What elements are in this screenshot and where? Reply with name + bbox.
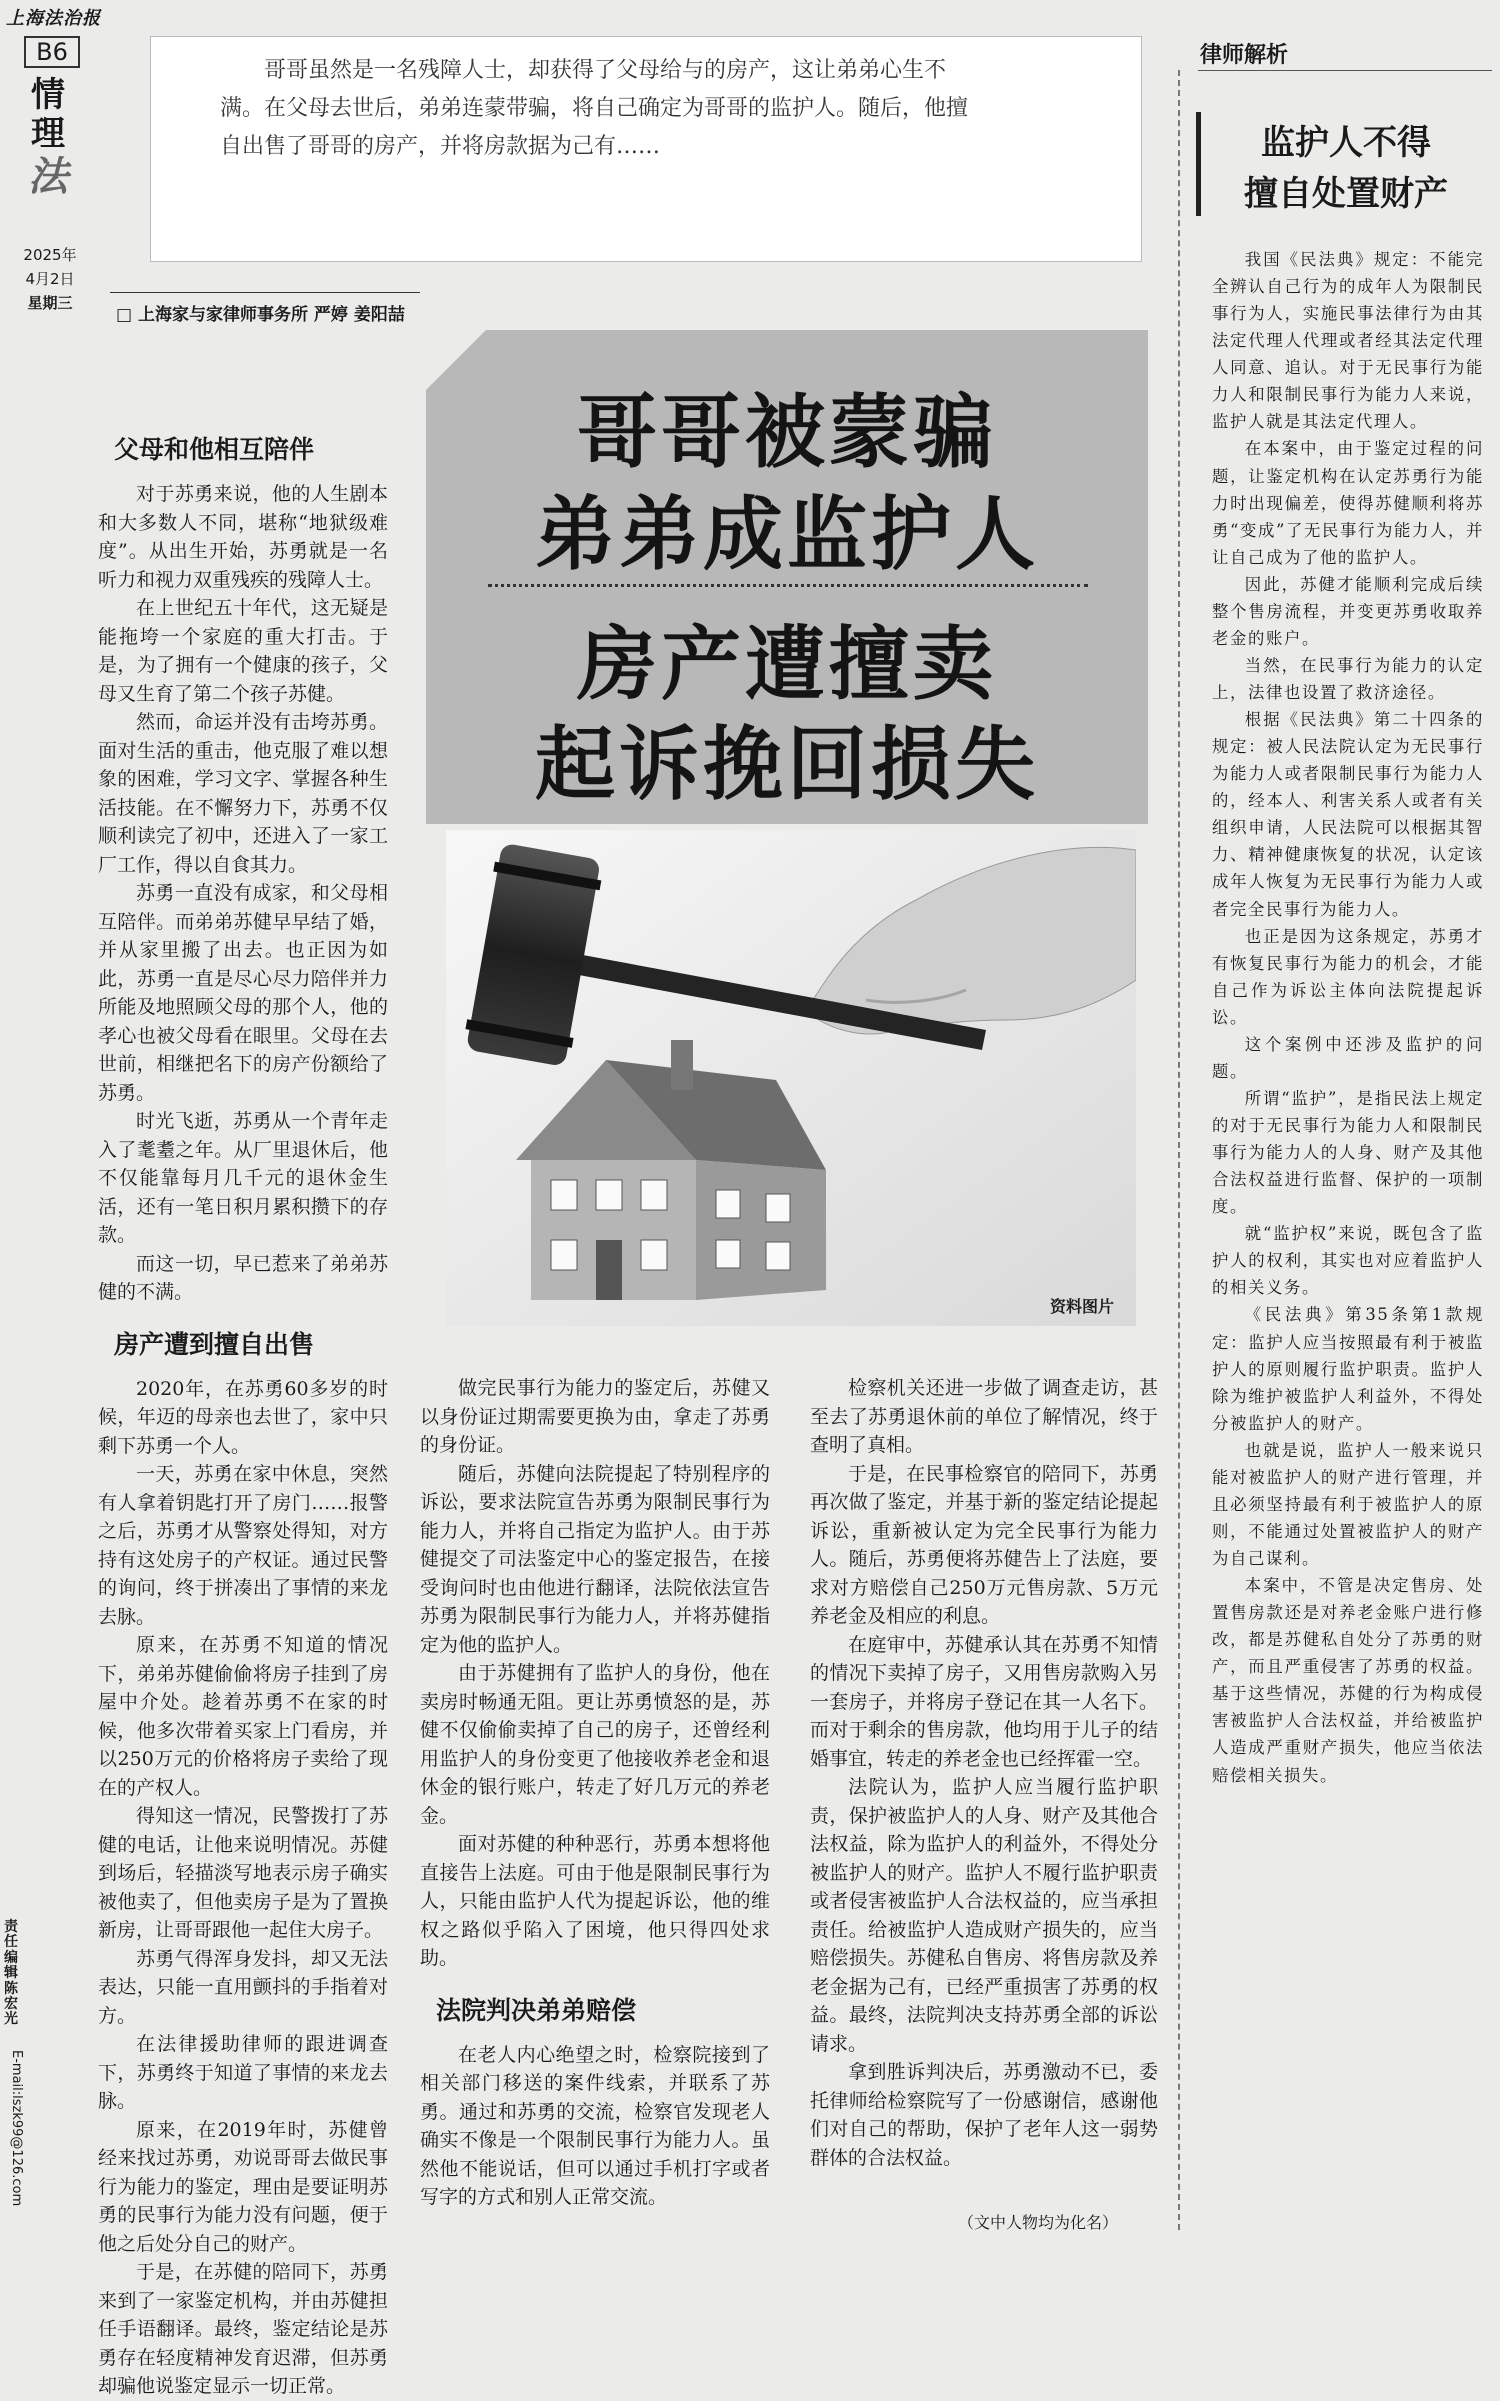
article-paragraph: 在法律援助律师的跟进调查下，苏勇终于知道了事情的来龙去脉。	[98, 2033, 388, 2112]
article-paragraph: 而这一切，早已惹来了弟弟苏健的不满。	[98, 1252, 388, 1303]
analysis-paragraph: 根据《民法典》第二十四条的规定：被人民法院认定为无民事行为能力人或者限制民事行为能力人的，经本人、利害关系人或者有关组织申请，人民法院可以根据其智力、精神健康恢复的状况，认定该成年人恢复为无民事行为能力人或者完全民事行为能力人。	[1212, 710, 1484, 919]
analysis-title-line: 监护人不得	[1261, 123, 1431, 163]
headline-line: 弟弟成监护人	[535, 487, 1039, 581]
headline-line: 起诉挽回损失	[535, 717, 1039, 811]
analysis-paragraph: 也就是说，监护人一般来说只能对被监护人的财产进行管理，并且必须坚持最有利于被监护人的原则，不能通过处置被监护人的财产为自己谋利。	[1212, 1440, 1484, 1568]
article-paragraph: 2020年，在苏勇60多岁的时候，年迈的母亲也去世了，家中只剩下苏勇一个人。	[98, 1377, 388, 1457]
section-char: 情	[31, 75, 65, 115]
analysis-body	[1212, 246, 1484, 1789]
article-paragraph: 原来，在苏勇不知道的情况下，弟弟苏健偷偷将房子挂到了房屋中介处。趁着苏勇不在家的时候，他多次带着买家上门看房，并以250万元的价格将房子卖给了现在的产权人。	[98, 1634, 388, 1799]
analysis-paragraph: 本案中，不管是决定售房、处置售房款还是对养老金账户进行修改，都是苏健私自处分了苏勇的财产，而且严重侵害了苏勇的权益。基于这些情况，苏健的行为构成侵害被监护人合法权益，并给被监护人造成严重财产损失，他应当依法赔偿相关损失。	[1212, 1576, 1484, 1785]
article-paragraph: 然而，命运并没有击垮苏勇。面对生活的重击，他克服了难以想象的困难，学习文字、掌握各种生活技能。在不懈努力下，苏勇不仅顺利读完了初中，还进入了一家工厂工作，得以自食其力。	[98, 711, 388, 876]
analysis-paragraph: 当然，在民事行为能力的认定上，法律也设置了救济途径。	[1212, 655, 1484, 702]
analysis-paragraph: 就“监护权”来说，既包含了监护人的权利，其实也对应着监护人的相关义务。	[1212, 1224, 1484, 1298]
article-paragraph: 在上世纪五十年代，这无疑是能拖垮一个家庭的重大打击。于是，为了拥有一个健康的孩子，父母又生育了第二个孩子苏健。	[98, 597, 388, 705]
article-paragraph: 法院认为，监护人应当履行监护职责，保护被监护人的人身、财产及其他合法权益，除为监护人的利益外，不得处分被监护人的财产。监护人不履行监护职责或者侵害被监护人合法权益的，应当承担责任。给被监护人造成财产损失的，应当赔偿损失。苏健私自售房、将售房款及养老金据为己有，已经严重损害了苏勇的权益。最终，法院判决支持苏勇全部的诉讼请求。	[810, 1776, 1158, 2055]
section-char: 理	[31, 114, 65, 155]
article-paragraph: 随后，苏健向法院提起了特别程序的诉讼，要求法院宣告苏勇为限制民事行为能力人，并将自己指定为监护人。由于苏健提交了司法鉴定中心的鉴定报告，在接受询问时也由他进行翻译，法院依法宣告苏勇为限制民事行为能力人，并将苏健指定为他的监护人。	[420, 1462, 770, 1656]
article-paragraph: 时光飞逝，苏勇从一个青年走入了耄耋之年。从厂里退休后，他不仅能靠每月几千元的退休金生活，还有一笔日积月累积攒下的存款。	[98, 1110, 388, 1246]
article-paragraph: 苏勇气得浑身发抖，却又无法表达，只能一直用颤抖的手指着对方。	[98, 1947, 388, 2027]
article-column-3	[810, 1374, 1158, 2172]
analysis-paragraph: 所谓“监护”，是指民法上规定的对于无民事行为能力人和限制民事行为能力人的人身、财产及其他合法权益进行监督、保护的一项制度。	[1212, 1088, 1484, 1217]
article-paragraph: 由于苏健拥有了监护人的身份，他在卖房时畅通无阻。更让苏勇愤怒的是，苏健不仅偷偷卖掉了自己的房子，还曾经利用监护人的身份变更了他接收养老金和退休金的银行账户，转走了好几万元的养老金。	[420, 1662, 770, 1827]
headline-divider	[488, 584, 1088, 587]
date-year: 2025年	[23, 246, 77, 264]
article-paragraph: 于是，在民事检察官的陪同下，苏勇再次做了鉴定，并基于新的鉴定结论提起诉讼，重新被认定为完全民事行为能力人。随后，苏勇便将苏健告上了法庭，要求对方赔偿自己250万元售房款、5万元养老金及相应的利息。	[810, 1462, 1158, 1627]
analysis-label-rule	[1198, 70, 1492, 71]
date-monthday: 4月2日	[25, 270, 75, 288]
subheading: 父母和他相互陪伴	[114, 435, 315, 464]
gavel-house-photo	[446, 830, 1136, 1326]
subheading: 房产遭到擅自出售	[114, 1329, 315, 1359]
headline-line: 哥哥被蒙骗	[577, 385, 997, 479]
byline: □ 上海家与家律师事务所 严婷 姜阳喆	[116, 305, 405, 325]
analysis-paragraph: 因此，苏健才能顺利完成后续整个售房流程，并变更苏勇收取养老金的账户。	[1212, 574, 1484, 648]
section-char: 法	[28, 153, 68, 201]
column-divider	[1178, 70, 1181, 2230]
analysis-paragraph: 《民法典》第35条第1款规定：监护人应当按照最有利于被监护人的原则履行监护职责。监护人除为维护被监护人利益外，不得处分被监护人的财产。	[1212, 1305, 1484, 1433]
article-paragraph: 在庭审中，苏健承认其在苏勇不知情的情况下卖掉了房子，又用售房款购入另一套房子，并将房子登记在其一人名下。而对于剩余的售房款，他均用于儿子的结婚事宜，转走的养老金也已经挥霍一空。	[810, 1633, 1158, 1770]
byline-divider	[110, 292, 420, 293]
article-column-2	[420, 1374, 770, 2212]
article-paragraph: 面对苏健的种种恶行，苏勇本想将他直接告上法庭。可由于他是限制民事行为人，只能由监护人代为提起诉讼，他的维权之路似乎陷入了困境，他只得四处求助。	[420, 1833, 770, 1969]
subheading: 法院判决弟弟赔偿	[436, 1995, 637, 2025]
analysis-paragraph: 也正是因为这条规定，苏勇才有恢复民事行为能力的机会，才能自己作为诉讼主体向法院提起诉讼。	[1212, 926, 1484, 1027]
photo-caption: 资料图片	[1050, 1297, 1115, 1316]
analysis-title	[1196, 118, 1496, 220]
article-paragraph: 检察机关还进一步做了调查走访，甚至去了苏勇退休前的单位了解情况，终于查明了真相。	[810, 1377, 1158, 1456]
analysis-title-line: 擅自处置财产	[1244, 174, 1448, 214]
analysis-label: 律师解析	[1200, 43, 1289, 68]
page-number: B6	[24, 36, 80, 68]
editor-credit: 责任编辑 陈宏光	[4, 1919, 18, 2028]
newspaper-masthead: 上海法治报	[6, 8, 101, 29]
article-paragraph: 在老人内心绝望之时，检察院接到了相关部门移送的案件线索，并联系了苏勇。通过和苏勇的交流，检察官发现老人确实不像是一个限制民事行为能力人。虽然他不能说话，但可以通过手机打字或者写字的方式和别人正常交流。	[420, 2043, 770, 2208]
analysis-paragraph: 这个案例中还涉及监护的问题。	[1212, 1034, 1484, 1081]
analysis-paragraph: 我国《民法典》规定：不能完全辨认自己行为的成年人为限制民事行为人，实施民事法律行为由其法定代理人代理或者经其法定代理人同意、追认。对于无民事行为能力人和限制民事行为能力人来说，监护人就是其法定代理人。	[1212, 250, 1484, 432]
article-paragraph: 做完民事行为能力的鉴定后，苏健又以身份证过期需要更换为由，拿走了苏勇的身份证。	[420, 1377, 770, 1456]
article-column-1	[98, 412, 388, 2401]
article-paragraph: 对于苏勇来说，他的人生剧本和大多数人不同，堪称“地狱级难度”。从出生开始，苏勇就是一名听力和视力双重残疾的残障人士。	[98, 483, 388, 591]
analysis-paragraph: 在本案中，由于鉴定过程的问题，让鉴定机构在认定苏勇行为能力时出现偏差，使得苏健顺利将苏勇“变成”了无民事行为能力人，并让自己成为了他的监护人。	[1212, 439, 1484, 567]
article-paragraph: 原来，在2019年时，苏健曾经来找过苏勇，劝说哥哥去做民事行为能力的鉴定，理由是要证明苏勇的民事行为能力没有问题，便于他之后处分自己的财产。	[98, 2118, 388, 2255]
article-paragraph: 苏勇一直没有成家，和父母相互陪伴。而弟弟苏健早早结了婚，并从家里搬了出去。也正因为如此，苏勇一直是尽心尽力陪伴并力所能及地照顾父母的那个人，他的孝心也被父母看在眼里。父母在去世前，相继把名下的房产份额给了苏勇。	[98, 882, 388, 1104]
date-weekday: 星期三	[27, 294, 73, 312]
article-paragraph: 于是，在苏健的陪同下，苏勇来到了一家鉴定机构，并由苏健担任手语翻译。最终，鉴定结论是苏勇存在轻度精神发育迟滞，但苏勇却骗他说鉴定显示一切正常。	[98, 2261, 388, 2397]
headline-line: 房产遭擅卖	[577, 617, 997, 711]
editor-email: E-mail:lszk99@126.com	[9, 2050, 24, 2207]
intro-text: 哥哥虽然是一名残障人士，却获得了父母给与的房产，这让弟弟心生不满。在父母去世后，弟弟连蒙带骗，将自己确定为哥哥的监护人。随后，他擅自出售了哥哥的房产，并将房款据为己有……	[220, 58, 969, 159]
alias-note: （文中人物均为化名）	[958, 2213, 1119, 2232]
article-paragraph: 得知这一情况，民警拨打了苏健的电话，让他来说明情况。苏健到场后，轻描淡写地表示房子确实被他卖了，但他卖房子是为了置换新房，让哥哥跟他一起住大房子。	[98, 1805, 388, 1941]
section-name	[28, 76, 68, 200]
article-paragraph: 拿到胜诉判决后，苏勇激动不已，委托律师给检察院写了一份感谢信，感谢他们对自己的帮助，保护了老年人这一弱势群体的合法权益。	[810, 2061, 1158, 2169]
gavel-house-illustration	[446, 830, 1136, 1326]
article-paragraph: 一天，苏勇在家中休息，突然有人拿着钥匙打开了房门……报警之后，苏勇才从警察处得知，对方持有这处房子的产权证。通过民警的询问，终于拼凑出了事情的来龙去脉。	[98, 1463, 388, 1628]
